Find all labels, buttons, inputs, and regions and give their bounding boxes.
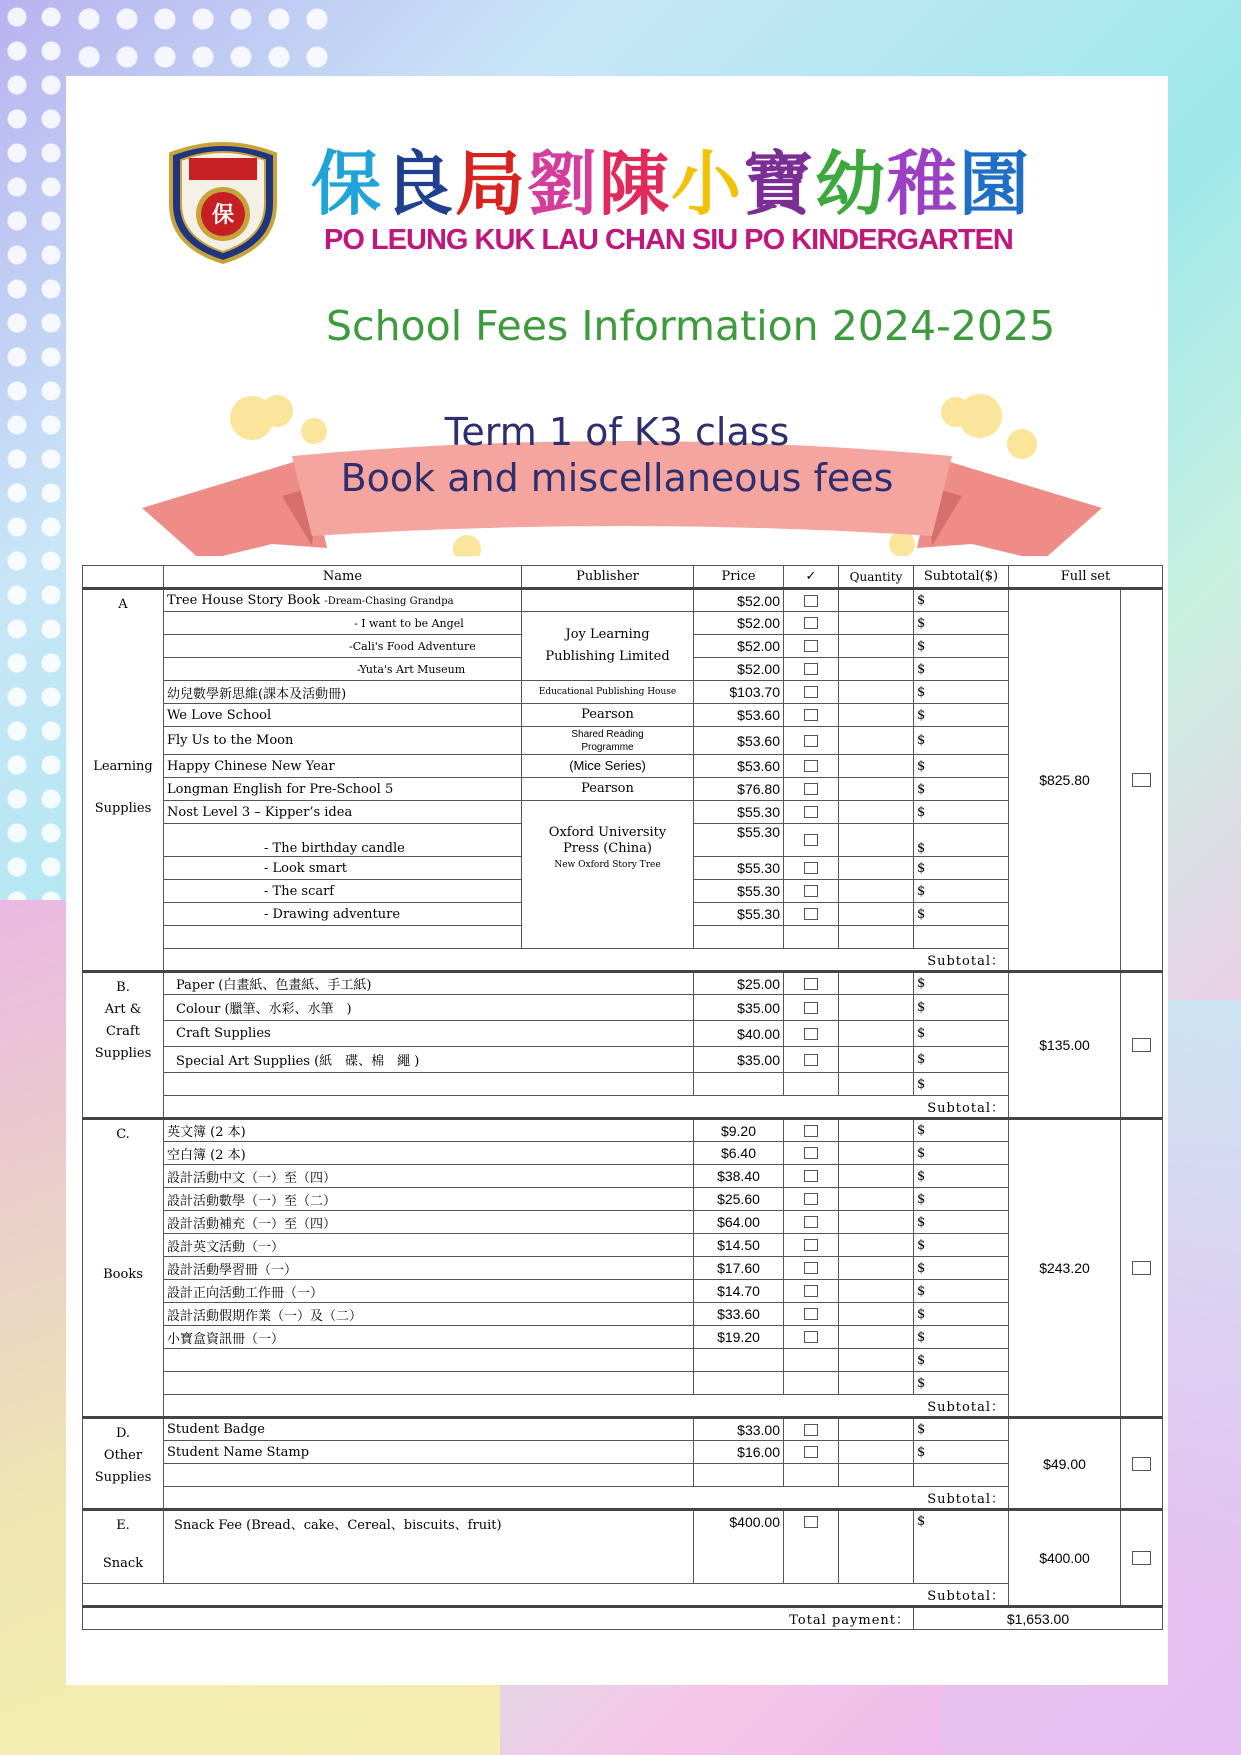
table-row: [83, 704, 1163, 727]
quantity-input[interactable]: [839, 1441, 914, 1464]
item-price: $25.00: [694, 972, 784, 995]
cn-char: 寶: [743, 143, 815, 225]
cn-char: 保: [311, 143, 383, 225]
cn-char: 劉: [527, 143, 599, 225]
item-price: $55.30: [694, 824, 784, 857]
item-checkbox[interactable]: [804, 1308, 818, 1320]
item-subtotal: $: [914, 1188, 1009, 1211]
item-subtotal: $: [914, 1211, 1009, 1234]
table-row: [83, 1303, 1163, 1326]
item-name: Craft Supplies: [164, 1021, 694, 1047]
cn-char: 局: [455, 143, 527, 225]
item-price: $52.00: [694, 589, 784, 612]
subtotal-row: [83, 1096, 1163, 1119]
item-name: Nost Level 3 – Kipper’s idea: [164, 801, 522, 824]
full-set-price-e: $400.00: [1009, 1510, 1121, 1607]
section-b-label: B. Art & Craft Supplies: [83, 972, 164, 1119]
quantity-input[interactable]: [839, 778, 914, 801]
item-checkbox[interactable]: [804, 663, 818, 675]
item-checkbox[interactable]: [804, 1446, 818, 1458]
full-set-price-a: $825.80: [1009, 589, 1121, 972]
subtotal-label: Subtotal：: [164, 1487, 1009, 1510]
item-name-empty: [164, 926, 522, 949]
quantity-input[interactable]: [839, 1119, 914, 1142]
publisher-joy: Joy Learning Publishing Limited: [522, 612, 694, 681]
item-checkbox[interactable]: [804, 1028, 818, 1040]
publisher-edu: Educational Publishing House: [522, 681, 694, 704]
total-label: Total payment：: [83, 1607, 914, 1630]
full-set-price-d: $49.00: [1009, 1418, 1121, 1510]
table-row: [83, 1257, 1163, 1280]
item-name: - I want to be Angel: [164, 612, 522, 635]
cn-char: 園: [959, 143, 1031, 225]
full-set-checkbox-e[interactable]: [1132, 1551, 1151, 1565]
header: [66, 76, 1168, 376]
subtotal-label: Subtotal：: [164, 949, 1009, 972]
item-name: 小寶盒資訊冊（一）: [164, 1326, 694, 1349]
quantity-input[interactable]: [839, 880, 914, 903]
item-price: $9.20: [694, 1119, 784, 1142]
item-name: 設計活動假期作業（一）及（二）: [164, 1303, 694, 1326]
item-checkbox[interactable]: [804, 1239, 818, 1251]
subtotal-row: [83, 1395, 1163, 1418]
item-subtotal: $: [914, 635, 1009, 658]
school-english-name: PO LEUNG KUK LAU CHAN SIU PO KINDERGARTEN: [324, 224, 1013, 256]
item-subtotal: $: [914, 1047, 1009, 1073]
item-name: 設計英文活動（一）: [164, 1234, 694, 1257]
item-price: $53.60: [694, 727, 784, 755]
item-checkbox[interactable]: [804, 978, 818, 990]
table-row: [83, 1349, 1163, 1372]
quantity-input[interactable]: [839, 1188, 914, 1211]
item-subtotal: $: [914, 1349, 1009, 1372]
table-row: [83, 755, 1163, 778]
table-row: [83, 1372, 1163, 1395]
item-price: $64.00: [694, 1211, 784, 1234]
table-row: [83, 995, 1163, 1021]
item-subtotal: $: [914, 1372, 1009, 1395]
quantity-input[interactable]: [839, 635, 914, 658]
item-subtotal: $: [914, 824, 1009, 857]
quantity-input[interactable]: [839, 1303, 914, 1326]
table-row: [83, 1234, 1163, 1257]
section-c-label: C. Books: [83, 1119, 164, 1418]
cn-char: 幼: [815, 143, 887, 225]
item-name: 幼兒數學新思維(課本及活動冊): [164, 681, 522, 704]
item-checkbox[interactable]: [804, 1262, 818, 1274]
quantity-input[interactable]: [839, 1234, 914, 1257]
publisher-mice: (Mice Series): [522, 755, 694, 778]
header-check: ✓: [784, 566, 839, 589]
table-row: [83, 727, 1163, 755]
cn-char: 稚: [887, 143, 959, 225]
item-subtotal: $: [914, 778, 1009, 801]
header-quantity: Quantity: [839, 566, 914, 589]
item-name: Happy Chinese New Year: [164, 755, 522, 778]
item-subtotal: $: [914, 589, 1009, 612]
item-subtotal: $: [914, 801, 1009, 824]
item-name: 設計活動中文（一）至（四）: [164, 1165, 694, 1188]
item-price: $17.60: [694, 1257, 784, 1280]
item-name: 英文簿 (2 本): [164, 1119, 694, 1142]
item-price: $14.70: [694, 1280, 784, 1303]
item-name: Student Badge: [164, 1418, 694, 1441]
background-dots: [0, 0, 70, 900]
section-d-label: D. Other Supplies: [83, 1418, 164, 1510]
table-row: [83, 1418, 1163, 1441]
full-set-checkbox-d[interactable]: [1132, 1457, 1151, 1471]
item-price: $40.00: [694, 1021, 784, 1047]
item-checkbox[interactable]: [804, 1147, 818, 1159]
header-publisher: Publisher: [522, 566, 694, 589]
item-checkbox[interactable]: [804, 595, 818, 607]
item-name: Longman English for Pre-School 5: [164, 778, 522, 801]
item-subtotal: $: [914, 1418, 1009, 1441]
item-price: $33.00: [694, 1418, 784, 1441]
full-set-price-c: $243.20: [1009, 1119, 1121, 1418]
quantity-input[interactable]: [839, 704, 914, 727]
item-subtotal: $: [914, 972, 1009, 995]
item-name: Colour (臘筆、水彩、水筆 ): [164, 995, 694, 1021]
item-checkbox[interactable]: [804, 1170, 818, 1182]
banner-text: [66, 409, 1168, 501]
item-price: $52.00: [694, 658, 784, 681]
full-set-checkbox-c[interactable]: [1132, 1261, 1151, 1275]
quantity-input[interactable]: [839, 658, 914, 681]
item-subtotal: $: [914, 1303, 1009, 1326]
table-row: [83, 1165, 1163, 1188]
cn-char: 良: [383, 143, 455, 225]
item-name: Student Name Stamp: [164, 1441, 694, 1464]
table-row: [83, 681, 1163, 704]
item-checkbox[interactable]: [804, 806, 818, 818]
item-subtotal: $: [914, 1234, 1009, 1257]
item-price: $103.70: [694, 681, 784, 704]
quantity-input[interactable]: [839, 1280, 914, 1303]
item-checkbox[interactable]: [804, 1054, 818, 1066]
quantity-input[interactable]: [839, 972, 914, 995]
item-checkbox[interactable]: [804, 617, 818, 629]
quantity-input[interactable]: [839, 1211, 914, 1234]
item-name: - Look smart: [164, 857, 522, 880]
item-name: 空白簿 (2 本): [164, 1142, 694, 1165]
fees-table: [82, 565, 1163, 1630]
item-checkbox[interactable]: [804, 1516, 818, 1528]
item-checkbox[interactable]: [804, 760, 818, 772]
table-row: [83, 589, 1163, 612]
quantity-input[interactable]: [839, 801, 914, 824]
table-row: [83, 1142, 1163, 1165]
cn-char: 小: [671, 143, 743, 225]
item-price: $52.00: [694, 612, 784, 635]
quantity-input[interactable]: [839, 995, 914, 1021]
table-row: [83, 612, 1163, 635]
item-subtotal: $: [914, 704, 1009, 727]
table-row: [83, 778, 1163, 801]
item-subtotal: $: [914, 880, 1009, 903]
item-subtotal: $: [914, 1510, 1009, 1584]
item-price: $52.00: [694, 635, 784, 658]
cn-char: 陳: [599, 143, 671, 225]
item-price: $55.30: [694, 857, 784, 880]
item-name: - The scarf: [164, 880, 522, 903]
subtotal-row: [83, 1584, 1163, 1607]
header-name: Name: [164, 566, 522, 589]
item-checkbox[interactable]: [804, 834, 818, 846]
item-checkbox[interactable]: [804, 1125, 818, 1137]
table-row: [83, 1073, 1163, 1096]
item-subtotal: $: [914, 658, 1009, 681]
item-price: $55.30: [694, 903, 784, 926]
item-subtotal: $: [914, 857, 1009, 880]
quantity-input[interactable]: [839, 1510, 914, 1584]
table-row: [83, 1280, 1163, 1303]
total-row: [83, 1607, 1163, 1630]
quantity-input[interactable]: [839, 1047, 914, 1073]
item-subtotal: $: [914, 1257, 1009, 1280]
table-row: [83, 1047, 1163, 1073]
publisher-pearson: Pearson: [522, 704, 694, 727]
item-checkbox[interactable]: [804, 908, 818, 920]
item-subtotal: $: [914, 1021, 1009, 1047]
table-header: [83, 566, 1163, 589]
subtotal-label: Subtotal：: [83, 1584, 1009, 1607]
item-name: - The birthday candle: [164, 824, 522, 857]
table-row: [83, 801, 1163, 824]
quantity-input[interactable]: [839, 727, 914, 755]
item-subtotal: $: [914, 1119, 1009, 1142]
item-subtotal: $: [914, 903, 1009, 926]
subtotal-label: Subtotal：: [164, 1395, 1009, 1418]
subtotal-row: [83, 1487, 1163, 1510]
quantity-input[interactable]: [839, 1326, 914, 1349]
item-price: $53.60: [694, 755, 784, 778]
item-checkbox[interactable]: [804, 1285, 818, 1297]
quantity-input[interactable]: [839, 1257, 914, 1280]
quantity-input[interactable]: [839, 824, 914, 857]
quantity-input[interactable]: [839, 1021, 914, 1047]
item-name: Fly Us to the Moon: [164, 727, 522, 755]
item-checkbox[interactable]: [804, 1002, 818, 1014]
header-full-set: Full set: [1009, 566, 1163, 589]
background-dots-top: [70, 0, 330, 75]
table-row: [83, 972, 1163, 995]
item-name: - Drawing adventure: [164, 903, 522, 926]
table-row: [83, 1326, 1163, 1349]
item-subtotal: $: [914, 612, 1009, 635]
item-price: $6.40: [694, 1142, 784, 1165]
item-checkbox[interactable]: [804, 1216, 818, 1228]
table-row: [83, 1211, 1163, 1234]
table-row: [83, 1441, 1163, 1464]
quantity-input[interactable]: [839, 755, 914, 778]
full-set-checkbox-a[interactable]: [1132, 773, 1151, 787]
item-subtotal: $: [914, 755, 1009, 778]
table-row: [83, 1021, 1163, 1047]
item-name: 設計正向活動工作冊（一）: [164, 1280, 694, 1303]
item-price: $33.60: [694, 1303, 784, 1326]
item-name: Special Art Supplies (紙 碟、棉 繩 ): [164, 1047, 694, 1073]
item-price: $400.00: [694, 1510, 784, 1584]
item-checkbox[interactable]: [804, 1331, 818, 1343]
item-name: 設計活動數學（一）至（二）: [164, 1188, 694, 1211]
section-a-label: A Learning Supplies: [83, 589, 164, 972]
item-checkbox[interactable]: [804, 1424, 818, 1436]
item-checkbox[interactable]: [804, 862, 818, 874]
item-checkbox[interactable]: [804, 1193, 818, 1205]
section-e-label: E. Snack: [83, 1510, 164, 1584]
item-subtotal: $: [914, 1326, 1009, 1349]
item-name: -Cali's Food Adventure: [164, 635, 522, 658]
svg-text:保: 保: [211, 203, 235, 228]
item-name: Paper (白畫紙、色畫紙、手工紙): [164, 972, 694, 995]
publisher-shared-reading: Shared Reading Programme: [522, 727, 694, 755]
item-name: We Love School: [164, 704, 522, 727]
item-price: $38.40: [694, 1165, 784, 1188]
item-subtotal: $: [914, 681, 1009, 704]
item-price: $55.30: [694, 880, 784, 903]
item-checkbox[interactable]: [804, 735, 818, 747]
subtotal-row: [83, 949, 1163, 972]
item-checkbox[interactable]: [804, 885, 818, 897]
item-subtotal: $: [914, 1073, 1009, 1096]
publisher-pearson-2: Pearson: [522, 778, 694, 801]
item-price: $55.30: [694, 801, 784, 824]
item-name: Tree House Story Book -Dream-Chasing Grandpa: [164, 589, 522, 612]
full-set-checkbox-b[interactable]: [1132, 1038, 1151, 1052]
item-price: $14.50: [694, 1234, 784, 1257]
item-name: 設計活動補充（一）至（四）: [164, 1211, 694, 1234]
document-sheet: [66, 76, 1168, 1685]
quantity-input[interactable]: [839, 903, 914, 926]
table-row: [83, 1464, 1163, 1487]
item-subtotal: $: [914, 727, 1009, 755]
table-row: [83, 1119, 1163, 1142]
item-name: -Yuta's Art Museum: [164, 658, 522, 681]
item-price: $19.20: [694, 1326, 784, 1349]
table-row: [83, 1188, 1163, 1211]
item-price: $53.60: [694, 704, 784, 727]
item-price: $25.60: [694, 1188, 784, 1211]
quantity-input[interactable]: [839, 1165, 914, 1188]
item-subtotal: $: [914, 1280, 1009, 1303]
banner-line-1: Term 1 of K3 class: [444, 410, 790, 454]
item-checkbox[interactable]: [804, 640, 818, 652]
item-checkbox[interactable]: [804, 709, 818, 721]
item-checkbox[interactable]: [804, 783, 818, 795]
quantity-input[interactable]: [839, 589, 914, 612]
header-subtotal: Subtotal($): [914, 566, 1009, 589]
item-price: $76.80: [694, 778, 784, 801]
item-price: $35.00: [694, 1047, 784, 1073]
item-price: $16.00: [694, 1441, 784, 1464]
table-row: [83, 1510, 1163, 1584]
total-value: $1,653.00: [914, 1607, 1163, 1630]
school-logo: [161, 134, 285, 264]
subtotal-label: Subtotal：: [164, 1096, 1009, 1119]
quantity-input[interactable]: [839, 857, 914, 880]
page-title: School Fees Information 2024-2025: [326, 302, 1056, 350]
quantity-input[interactable]: [839, 1418, 914, 1441]
item-name: Snack Fee (Bread、cake、Cereal、biscuits、fruit): [164, 1510, 694, 1584]
school-chinese-name: [311, 128, 1031, 229]
quantity-input[interactable]: [839, 612, 914, 635]
item-subtotal: $: [914, 1142, 1009, 1165]
item-subtotal: $: [914, 1165, 1009, 1188]
item-name: 設計活動學習冊（一）: [164, 1257, 694, 1280]
publisher-oxford: Oxford University Press (China) New Oxford Story Tree: [522, 801, 694, 949]
quantity-input[interactable]: [839, 1142, 914, 1165]
item-price: $35.00: [694, 995, 784, 1021]
banner-line-2: Book and miscellaneous fees: [340, 456, 894, 500]
item-checkbox[interactable]: [804, 686, 818, 698]
header-price: Price: [694, 566, 784, 589]
full-set-price-b: $135.00: [1009, 972, 1121, 1119]
quantity-input[interactable]: [839, 681, 914, 704]
item-subtotal: $: [914, 995, 1009, 1021]
item-subtotal: $: [914, 1441, 1009, 1464]
